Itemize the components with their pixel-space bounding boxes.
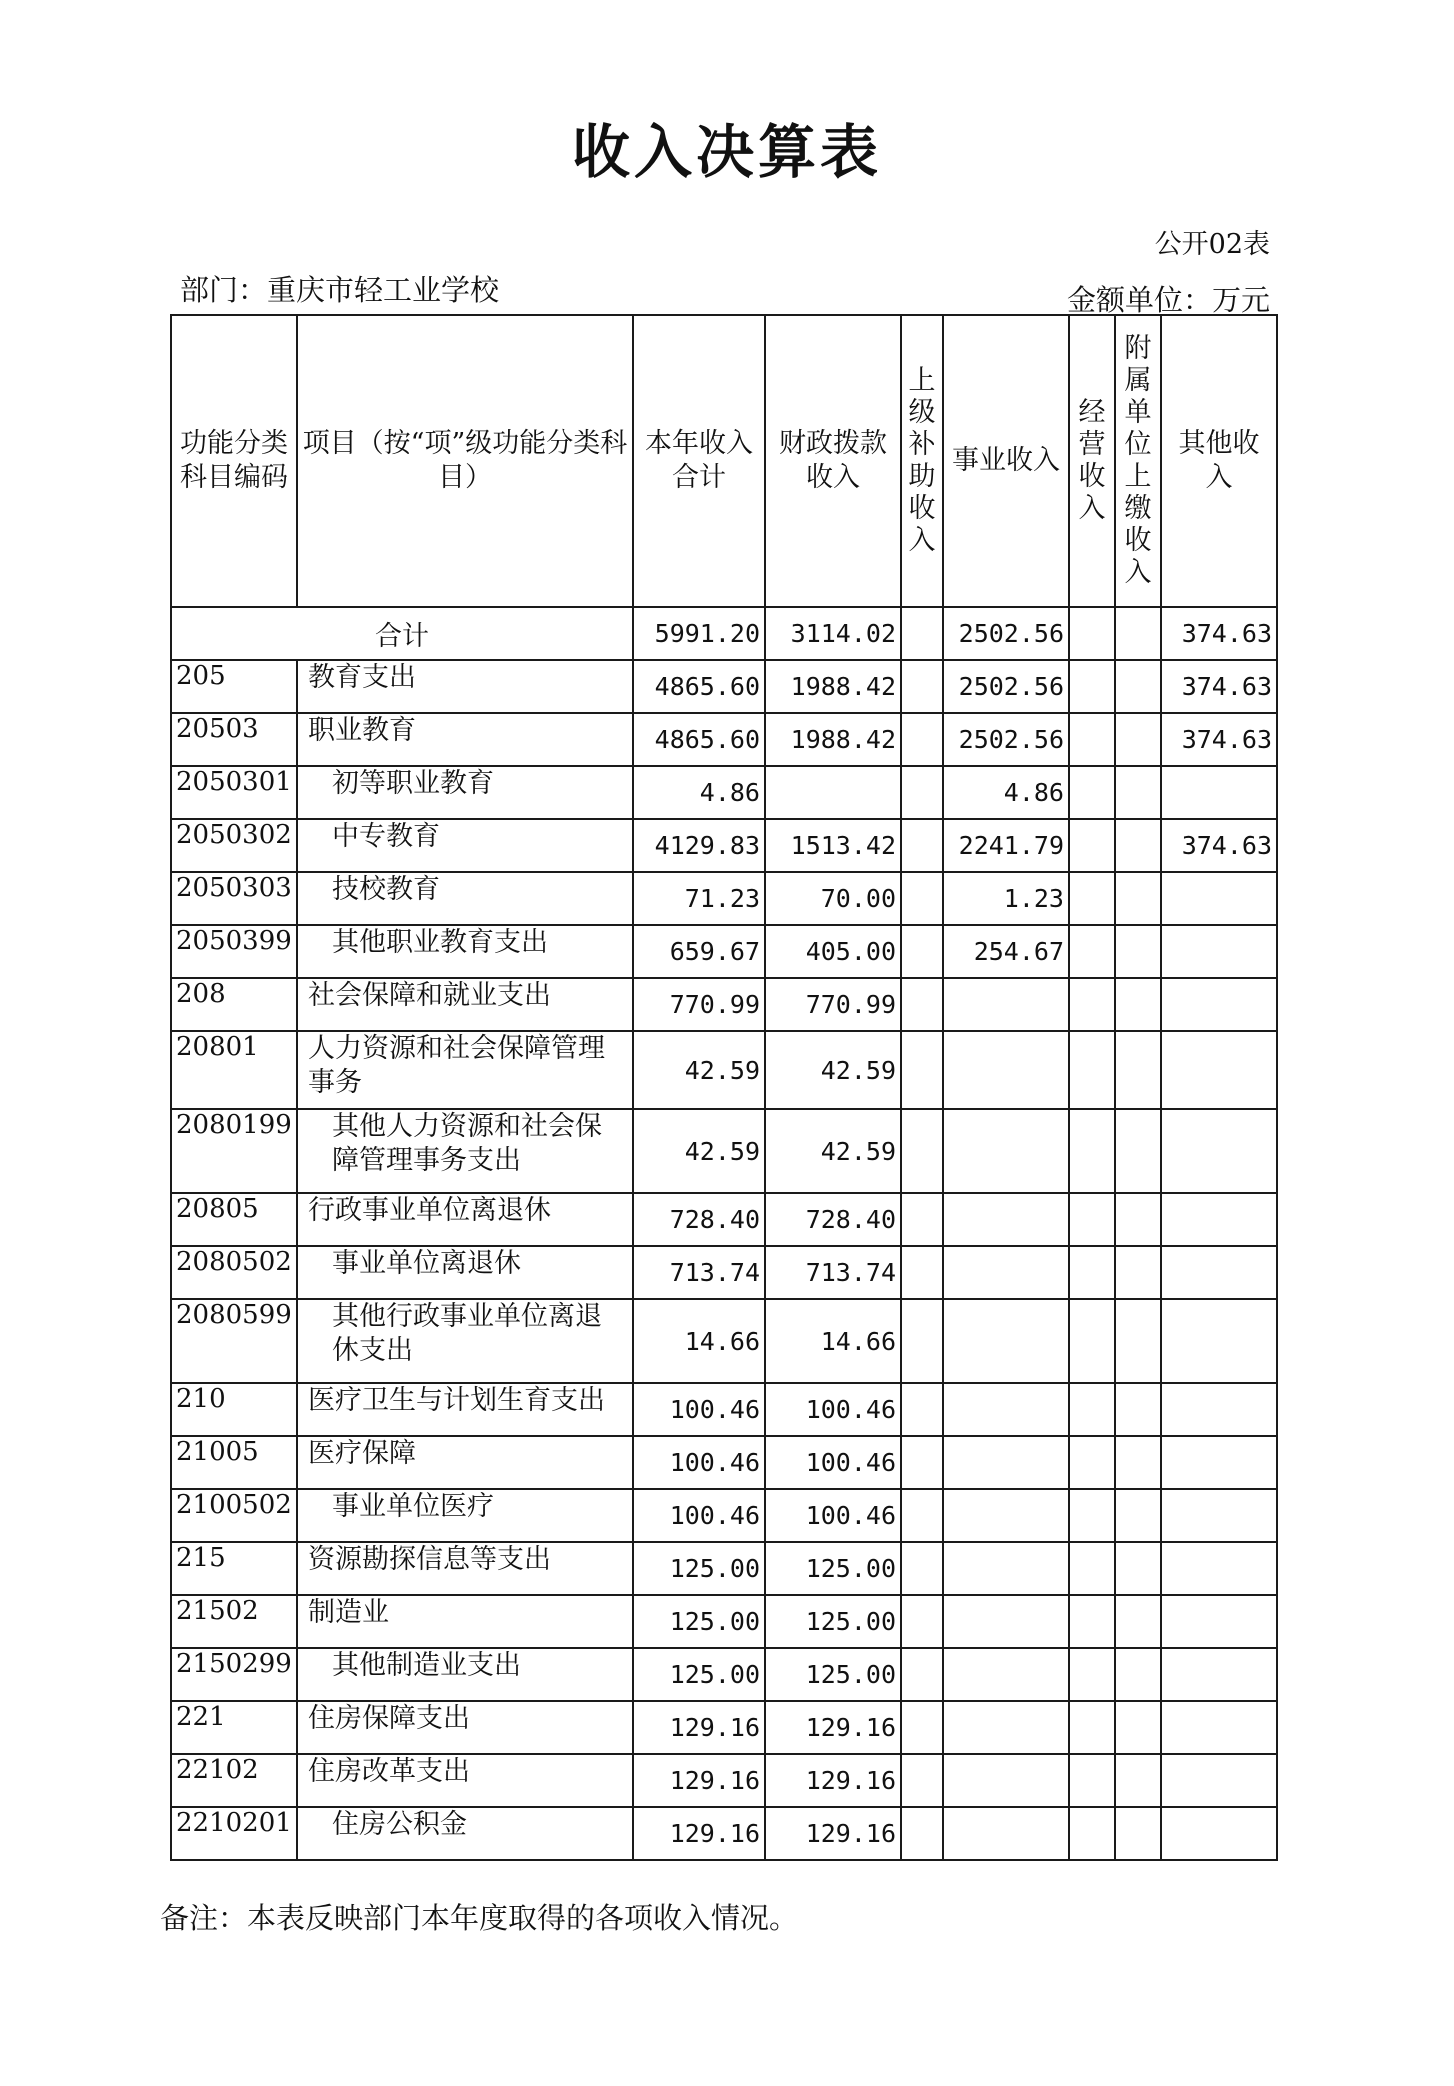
row-business (943, 1542, 1069, 1595)
row-affiliated (1115, 1436, 1161, 1489)
row-affiliated (1115, 1754, 1161, 1807)
row-superior (901, 925, 943, 978)
row-total: 42.59 (633, 1109, 765, 1193)
row-business: 2502.56 (943, 713, 1069, 766)
row-total: 770.99 (633, 978, 765, 1031)
row-other (1161, 978, 1277, 1031)
row-other (1161, 1648, 1277, 1701)
row-fiscal: 100.46 (765, 1383, 901, 1436)
row-code: 215 (171, 1542, 297, 1595)
table-row (171, 1383, 1277, 1436)
row-total: 14.66 (633, 1299, 765, 1383)
row-superior (901, 1807, 943, 1860)
row-affiliated (1115, 713, 1161, 766)
row-operating (1069, 1246, 1115, 1299)
row-superior (901, 1109, 943, 1193)
row-superior (901, 713, 943, 766)
row-code: 2050301 (171, 766, 297, 819)
row-fiscal: 713.74 (765, 1246, 901, 1299)
table-row (171, 872, 1277, 925)
total-row-other: 374.63 (1161, 607, 1277, 660)
row-item: 医疗保障 (297, 1436, 633, 1489)
row-affiliated (1115, 1701, 1161, 1754)
row-code: 2050399 (171, 925, 297, 978)
row-superior (901, 1193, 943, 1246)
row-code: 205 (171, 660, 297, 713)
row-item: 行政事业单位离退休 (297, 1193, 633, 1246)
table-row (171, 1542, 1277, 1595)
row-fiscal: 100.46 (765, 1436, 901, 1489)
col-header-operating: 经营收入 (1078, 397, 1106, 524)
row-operating (1069, 1595, 1115, 1648)
row-business (943, 978, 1069, 1031)
row-code: 22102 (171, 1754, 297, 1807)
table-row (171, 1807, 1277, 1860)
row-code: 2210201 (171, 1807, 297, 1860)
row-affiliated (1115, 1246, 1161, 1299)
row-total: 100.46 (633, 1489, 765, 1542)
col-header-total: 本年收入合计 (633, 315, 765, 607)
row-affiliated (1115, 1542, 1161, 1595)
row-affiliated (1115, 766, 1161, 819)
row-affiliated (1115, 1595, 1161, 1648)
row-affiliated (1115, 1193, 1161, 1246)
row-item: 住房保障支出 (297, 1701, 633, 1754)
row-operating (1069, 1436, 1115, 1489)
row-operating (1069, 1109, 1115, 1193)
row-total: 100.46 (633, 1383, 765, 1436)
row-item: 技校教育 (297, 872, 633, 925)
row-fiscal: 42.59 (765, 1109, 901, 1193)
amount-unit-label: 金额单位：万元 (1066, 283, 1270, 317)
total-row (171, 607, 1277, 660)
row-item: 社会保障和就业支出 (297, 978, 633, 1031)
row-affiliated (1115, 1031, 1161, 1109)
row-code: 21502 (171, 1595, 297, 1648)
row-operating (1069, 1031, 1115, 1109)
row-other: 374.63 (1161, 660, 1277, 713)
row-total: 129.16 (633, 1807, 765, 1860)
table-row (171, 1246, 1277, 1299)
row-business: 4.86 (943, 766, 1069, 819)
row-business: 2241.79 (943, 819, 1069, 872)
row-item: 其他职业教育支出 (297, 925, 633, 978)
row-fiscal: 770.99 (765, 978, 901, 1031)
row-item: 住房改革支出 (297, 1754, 633, 1807)
row-item: 医疗卫生与计划生育支出 (297, 1383, 633, 1436)
row-item: 教育支出 (297, 660, 633, 713)
row-code: 2080199 (171, 1109, 297, 1193)
col-header-operating-cell (1069, 315, 1115, 607)
row-business (943, 1246, 1069, 1299)
total-row-affiliated (1115, 607, 1161, 660)
row-operating (1069, 1542, 1115, 1595)
row-item: 其他制造业支出 (297, 1648, 633, 1701)
row-item: 住房公积金 (297, 1807, 633, 1860)
row-business (943, 1489, 1069, 1542)
table-row (171, 1109, 1277, 1193)
row-code: 20801 (171, 1031, 297, 1109)
row-business (943, 1595, 1069, 1648)
row-fiscal: 129.16 (765, 1754, 901, 1807)
row-item: 其他行政事业单位离退休支出 (297, 1299, 633, 1383)
row-item: 事业单位医疗 (297, 1489, 633, 1542)
row-other (1161, 1489, 1277, 1542)
table-header-row (171, 315, 1277, 607)
total-row-total: 5991.20 (633, 607, 765, 660)
row-affiliated (1115, 1648, 1161, 1701)
col-header-fiscal: 财政拨款收入 (765, 315, 901, 607)
row-operating (1069, 1648, 1115, 1701)
table-row (171, 1489, 1277, 1542)
table-body (171, 660, 1277, 1860)
col-header-item: 项目（按“项”级功能分类科目） (297, 315, 633, 607)
row-operating (1069, 978, 1115, 1031)
table-row (171, 978, 1277, 1031)
row-fiscal: 405.00 (765, 925, 901, 978)
row-operating (1069, 819, 1115, 872)
row-other (1161, 1807, 1277, 1860)
row-fiscal: 14.66 (765, 1299, 901, 1383)
row-fiscal: 1513.42 (765, 819, 901, 872)
row-affiliated (1115, 660, 1161, 713)
row-other (1161, 766, 1277, 819)
row-total: 125.00 (633, 1542, 765, 1595)
row-other (1161, 1299, 1277, 1383)
row-total: 125.00 (633, 1595, 765, 1648)
income-statement-table (170, 314, 1278, 1861)
row-business (943, 1701, 1069, 1754)
row-fiscal: 42.59 (765, 1031, 901, 1109)
row-operating (1069, 660, 1115, 713)
table-row (171, 925, 1277, 978)
row-item: 初等职业教育 (297, 766, 633, 819)
row-affiliated (1115, 925, 1161, 978)
row-code: 221 (171, 1701, 297, 1754)
row-operating (1069, 1489, 1115, 1542)
row-superior (901, 1436, 943, 1489)
row-superior (901, 766, 943, 819)
row-business: 2502.56 (943, 660, 1069, 713)
row-item: 职业教育 (297, 713, 633, 766)
row-fiscal: 125.00 (765, 1542, 901, 1595)
row-business (943, 1383, 1069, 1436)
row-other (1161, 1542, 1277, 1595)
row-total: 728.40 (633, 1193, 765, 1246)
row-other (1161, 1436, 1277, 1489)
row-business (943, 1193, 1069, 1246)
total-row-business: 2502.56 (943, 607, 1069, 660)
row-total: 125.00 (633, 1648, 765, 1701)
row-superior (901, 1031, 943, 1109)
row-operating (1069, 1807, 1115, 1860)
row-code: 2080599 (171, 1299, 297, 1383)
row-operating (1069, 1754, 1115, 1807)
row-code: 20503 (171, 713, 297, 766)
col-header-code: 功能分类科目编码 (171, 315, 297, 607)
table-row (171, 1648, 1277, 1701)
total-row-fiscal: 3114.02 (765, 607, 901, 660)
department-label: 部门：重庆市轻工业学校 (180, 273, 500, 307)
row-superior (901, 660, 943, 713)
row-other (1161, 925, 1277, 978)
col-header-superior: 上级补助收入 (908, 365, 936, 556)
row-total: 4.86 (633, 766, 765, 819)
row-affiliated (1115, 872, 1161, 925)
row-affiliated (1115, 1383, 1161, 1436)
row-other (1161, 872, 1277, 925)
table-row (171, 819, 1277, 872)
row-total: 42.59 (633, 1031, 765, 1109)
row-affiliated (1115, 819, 1161, 872)
row-fiscal: 728.40 (765, 1193, 901, 1246)
row-code: 2100502 (171, 1489, 297, 1542)
row-operating (1069, 872, 1115, 925)
row-item: 其他人力资源和社会保障管理事务支出 (297, 1109, 633, 1193)
table-note: 备注：本表反映部门本年度取得的各项收入情况。 (160, 1901, 799, 1935)
row-fiscal: 129.16 (765, 1807, 901, 1860)
table-row (171, 1299, 1277, 1383)
row-fiscal: 129.16 (765, 1701, 901, 1754)
row-total: 129.16 (633, 1754, 765, 1807)
row-operating (1069, 766, 1115, 819)
row-business (943, 1299, 1069, 1383)
row-fiscal: 125.00 (765, 1595, 901, 1648)
row-code: 2080502 (171, 1246, 297, 1299)
col-header-superior-cell (901, 315, 943, 607)
row-code: 210 (171, 1383, 297, 1436)
row-superior (901, 872, 943, 925)
row-superior (901, 1754, 943, 1807)
row-affiliated (1115, 1299, 1161, 1383)
row-fiscal (765, 766, 901, 819)
row-affiliated (1115, 1109, 1161, 1193)
row-code: 2050303 (171, 872, 297, 925)
row-superior (901, 978, 943, 1031)
row-item: 中专教育 (297, 819, 633, 872)
table-row (171, 660, 1277, 713)
row-other (1161, 1031, 1277, 1109)
row-total: 713.74 (633, 1246, 765, 1299)
total-row-superior (901, 607, 943, 660)
row-other (1161, 1193, 1277, 1246)
row-superior (901, 1648, 943, 1701)
row-superior (901, 1383, 943, 1436)
row-superior (901, 819, 943, 872)
row-superior (901, 1299, 943, 1383)
row-affiliated (1115, 978, 1161, 1031)
row-code: 208 (171, 978, 297, 1031)
row-superior (901, 1595, 943, 1648)
row-code: 20805 (171, 1193, 297, 1246)
row-other (1161, 1701, 1277, 1754)
row-business (943, 1807, 1069, 1860)
table-row (171, 1701, 1277, 1754)
row-superior (901, 1701, 943, 1754)
row-business (943, 1436, 1069, 1489)
row-affiliated (1115, 1807, 1161, 1860)
row-business: 254.67 (943, 925, 1069, 978)
row-item: 资源勘探信息等支出 (297, 1542, 633, 1595)
row-total: 71.23 (633, 872, 765, 925)
row-other: 374.63 (1161, 819, 1277, 872)
row-other (1161, 1246, 1277, 1299)
row-fiscal: 125.00 (765, 1648, 901, 1701)
total-row-operating (1069, 607, 1115, 660)
row-code: 21005 (171, 1436, 297, 1489)
row-operating (1069, 1701, 1115, 1754)
total-label: 合计 (171, 607, 633, 660)
row-code: 2150299 (171, 1648, 297, 1701)
row-total: 4865.60 (633, 713, 765, 766)
row-total: 4129.83 (633, 819, 765, 872)
row-operating (1069, 713, 1115, 766)
row-other (1161, 1754, 1277, 1807)
row-fiscal: 100.46 (765, 1489, 901, 1542)
row-operating (1069, 925, 1115, 978)
row-affiliated (1115, 1489, 1161, 1542)
form-number: 公开02表 (1154, 229, 1270, 260)
row-item: 人力资源和社会保障管理事务 (297, 1031, 633, 1109)
table-row (171, 1031, 1277, 1109)
col-header-business: 事业收入 (943, 315, 1069, 607)
row-business: 1.23 (943, 872, 1069, 925)
row-business (943, 1031, 1069, 1109)
row-total: 659.67 (633, 925, 765, 978)
table-row (171, 1595, 1277, 1648)
row-operating (1069, 1299, 1115, 1383)
row-superior (901, 1542, 943, 1595)
table-row (171, 1436, 1277, 1489)
page-title: 收入决算表 (571, 118, 882, 186)
row-total: 129.16 (633, 1701, 765, 1754)
row-code: 2050302 (171, 819, 297, 872)
table-row (171, 1754, 1277, 1807)
table-row (171, 766, 1277, 819)
row-total: 4865.60 (633, 660, 765, 713)
row-total: 100.46 (633, 1436, 765, 1489)
row-other: 374.63 (1161, 713, 1277, 766)
row-item: 事业单位离退休 (297, 1246, 633, 1299)
table-row (171, 1193, 1277, 1246)
col-header-other: 其他收入 (1161, 315, 1277, 607)
row-item: 制造业 (297, 1595, 633, 1648)
row-other (1161, 1383, 1277, 1436)
table-row (171, 713, 1277, 766)
row-fiscal: 70.00 (765, 872, 901, 925)
col-header-affiliated: 附属单位上缴收入 (1124, 333, 1152, 588)
row-other (1161, 1595, 1277, 1648)
row-superior (901, 1489, 943, 1542)
row-business (943, 1754, 1069, 1807)
row-business (943, 1109, 1069, 1193)
row-operating (1069, 1383, 1115, 1436)
row-other (1161, 1109, 1277, 1193)
row-superior (901, 1246, 943, 1299)
row-business (943, 1648, 1069, 1701)
col-header-affiliated-cell (1115, 315, 1161, 607)
row-operating (1069, 1193, 1115, 1246)
row-fiscal: 1988.42 (765, 713, 901, 766)
row-fiscal: 1988.42 (765, 660, 901, 713)
